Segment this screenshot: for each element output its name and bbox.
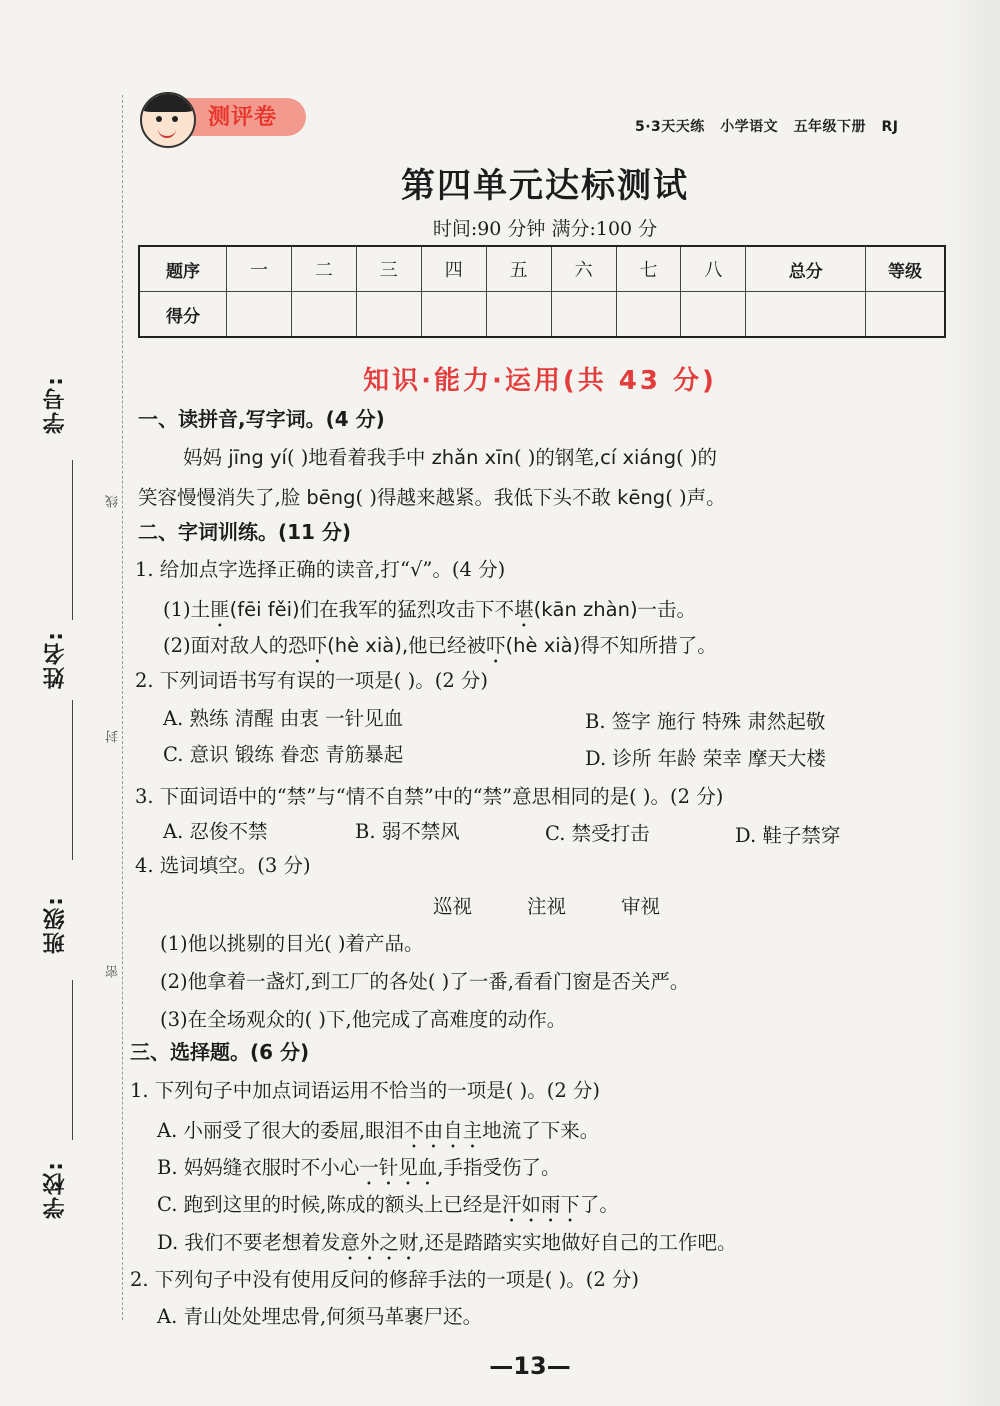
student-id-label: 学号:: [43, 375, 68, 434]
q2-3-option-d[interactable]: D. 鞋子禁穿: [735, 824, 841, 847]
score-cell: 一: [227, 246, 292, 292]
q1-line-2: [138, 484, 726, 512]
q3-1-option-b[interactable]: [157, 1154, 560, 1190]
reading-options[interactable]: (kān zhàn)一击。: [533, 598, 697, 621]
dotted-phrase: 不由自主: [404, 1119, 483, 1142]
score-cell: 四: [421, 246, 486, 292]
q2-2-option-c[interactable]: C. 意识 锻练 眷恋 青筋暴起: [163, 743, 404, 766]
score-table-header-row: [139, 246, 945, 292]
seal-mark-mi: 密: [106, 965, 121, 978]
text: C. 跑到这里的时候,陈成的额头上已经是: [157, 1193, 502, 1216]
q2-4-heading: 4. 选词填空。(3 分): [135, 854, 311, 877]
score-entry-cell[interactable]: [291, 292, 356, 338]
text: ,手指受伤了。: [437, 1156, 561, 1179]
q2-1-line-1: [163, 596, 696, 632]
q1-line-1: [183, 444, 717, 472]
text: A. 小丽受了很大的委屈,眼泪: [157, 1119, 405, 1142]
page-number: —13—: [489, 1352, 571, 1380]
q2-3-option-b[interactable]: B. 弱不禁风: [355, 820, 460, 843]
score-cell: 六: [551, 246, 616, 292]
text: 地流了下来。: [482, 1119, 600, 1142]
word-choice: 审视: [621, 895, 661, 918]
q2-3-option-a[interactable]: A. 忍俊不禁: [163, 820, 268, 843]
score-cell: 二: [291, 246, 356, 292]
q2-2-heading: 2. 下列词语书写有误的一项是( )。(2 分): [135, 669, 489, 692]
series-edition: RJ: [881, 119, 899, 135]
q2-4-line-2[interactable]: (2)他拿着一盏灯,到工厂的各处( )了一番,看看门窗是否关严。: [160, 970, 690, 993]
dotted-phrase: 汗如雨下: [501, 1193, 580, 1216]
q3-1-option-c[interactable]: [157, 1191, 619, 1227]
mascot-face-icon: [140, 92, 196, 148]
answer-blank[interactable]: ( )得越来越紧。我低下头不敢: [355, 486, 618, 509]
text: 了。: [579, 1193, 619, 1216]
pinyin: zhǎn xīn: [431, 446, 514, 469]
score-entry-cell[interactable]: [486, 292, 551, 338]
q3-1-option-a[interactable]: [157, 1117, 599, 1153]
score-entry-cell[interactable]: [551, 292, 616, 338]
word-choice: 注视: [527, 895, 567, 918]
name-blank: [72, 700, 73, 860]
series-grade: 五年级下册: [793, 119, 867, 135]
score-entry-cell[interactable]: [746, 292, 866, 338]
series-subject: 小学语文: [720, 119, 779, 135]
dotted-char: 吓: [307, 634, 328, 657]
score-entry-cell[interactable]: [866, 292, 946, 338]
badge-label: 测评卷: [208, 105, 278, 130]
class-label: 班级:: [43, 895, 68, 954]
student-id-blank: [72, 460, 73, 620]
class-blank: [72, 980, 73, 1140]
seal-mark-xian: 线: [106, 495, 121, 508]
text: 笑容慢慢消失了,脸: [138, 486, 307, 509]
q3-heading: 三、选择题。(6 分): [130, 1040, 310, 1064]
text: ,还是踏踏实实地做好自己的工作吧。: [418, 1231, 737, 1254]
q2-4-line-3[interactable]: (3)在全场观众的( )下,他完成了高难度的动作。: [160, 1008, 567, 1031]
text: 妈妈: [183, 446, 229, 469]
test-badge: [140, 92, 305, 140]
q3-1-option-d[interactable]: [157, 1229, 737, 1265]
dotted-phrase: 意外之财: [340, 1231, 419, 1254]
score-entry-cell[interactable]: [227, 292, 292, 338]
q3-1-heading: 1. 下列句子中加点词语运用不恰当的一项是( )。(2 分): [130, 1079, 601, 1102]
section-banner: 知识·能力·运用(共 43 分): [363, 366, 717, 396]
pinyin: bēng: [306, 486, 356, 509]
q2-2-option-a[interactable]: A. 熟练 清醒 由衷 一针见血: [163, 707, 404, 730]
text: (1)土: [163, 598, 211, 621]
text: B. 妈妈缝衣服时不小心: [157, 1156, 360, 1179]
dotted-phrase: 一针见血: [359, 1156, 438, 1179]
score-table: [138, 245, 946, 338]
dotted-char: 匪: [210, 598, 230, 621]
page-edge-shadow: [940, 0, 1000, 1406]
score-entry-cell[interactable]: [356, 292, 421, 338]
exam-title: 第四单元达标测试: [401, 166, 689, 206]
q3-2-heading: 2. 下列句子中没有使用反问的修辞手法的一项是( )。(2 分): [130, 1268, 640, 1291]
reading-options[interactable]: (hè xià)得不知所措了。: [505, 634, 717, 657]
score-cell: 等级: [866, 246, 946, 292]
dotted-char: 吓: [486, 634, 506, 657]
seal-mark-feng: 封: [106, 730, 121, 743]
reading-options[interactable]: (fēi fěi)们在我军的猛烈攻击下不: [229, 598, 515, 621]
score-row-label: 得分: [139, 292, 227, 338]
score-table-score-row: [139, 292, 945, 338]
score-entry-cell[interactable]: [421, 292, 486, 338]
q2-3-option-c[interactable]: C. 禁受打击: [545, 822, 650, 845]
q2-heading: 二、字词训练。(11 分): [138, 520, 352, 544]
time-info: 时间:90 分钟 满分:100 分: [432, 218, 658, 240]
score-cell: 三: [356, 246, 421, 292]
score-cell: 题序: [139, 246, 227, 292]
series-info: [635, 116, 898, 136]
text: (2)面对敌人的恐: [163, 634, 308, 657]
q1-heading: 一、读拼音,写字词。(4 分): [138, 407, 385, 431]
q2-3-heading: 3. 下面词语中的“禁”与“情不自禁”中的“禁”意思相同的是( )。(2 分): [135, 785, 724, 808]
score-cell: 八: [681, 246, 746, 292]
score-entry-cell[interactable]: [681, 292, 746, 338]
q2-1-line-2: [163, 632, 717, 668]
answer-blank[interactable]: ( )地看着我手中: [286, 446, 432, 469]
pinyin: jīng yí: [228, 446, 287, 469]
binding-dashed-line: [122, 95, 123, 1320]
score-cell: 七: [616, 246, 681, 292]
q2-2-option-b[interactable]: B. 签字 施行 特殊 肃然起敬: [585, 710, 826, 733]
score-cell: 五: [486, 246, 551, 292]
pinyin: cí xiáng: [600, 446, 677, 469]
score-cell: 总分: [746, 246, 866, 292]
q3-2-option-a[interactable]: A. 青山处处埋忠骨,何须马革裹尸还。: [157, 1305, 483, 1328]
q2-4-line-1[interactable]: (1)他以挑剔的目光( )着产品。: [160, 932, 424, 955]
q2-2-option-d[interactable]: D. 诊所 年龄 荣幸 摩天大楼: [585, 747, 826, 770]
q2-1-heading: 1. 给加点字选择正确的读音,打“√”。(4 分): [135, 558, 506, 581]
pinyin: kēng: [617, 486, 666, 509]
reading-options[interactable]: (hè xià),他已经被: [327, 634, 487, 657]
answer-blank[interactable]: ( )声。: [665, 486, 726, 509]
series-brand: 5·3天天练: [635, 119, 705, 135]
name-label: 姓名:: [43, 630, 68, 689]
score-entry-cell[interactable]: [616, 292, 681, 338]
school-label: 学校:: [43, 1160, 68, 1219]
word-choice: 巡视: [433, 895, 473, 918]
text: D. 我们不要老想着发: [157, 1231, 341, 1254]
answer-blank[interactable]: ( )的: [676, 446, 718, 469]
answer-blank[interactable]: ( )的钢笔,: [513, 446, 601, 469]
dotted-char: 堪: [514, 598, 534, 621]
